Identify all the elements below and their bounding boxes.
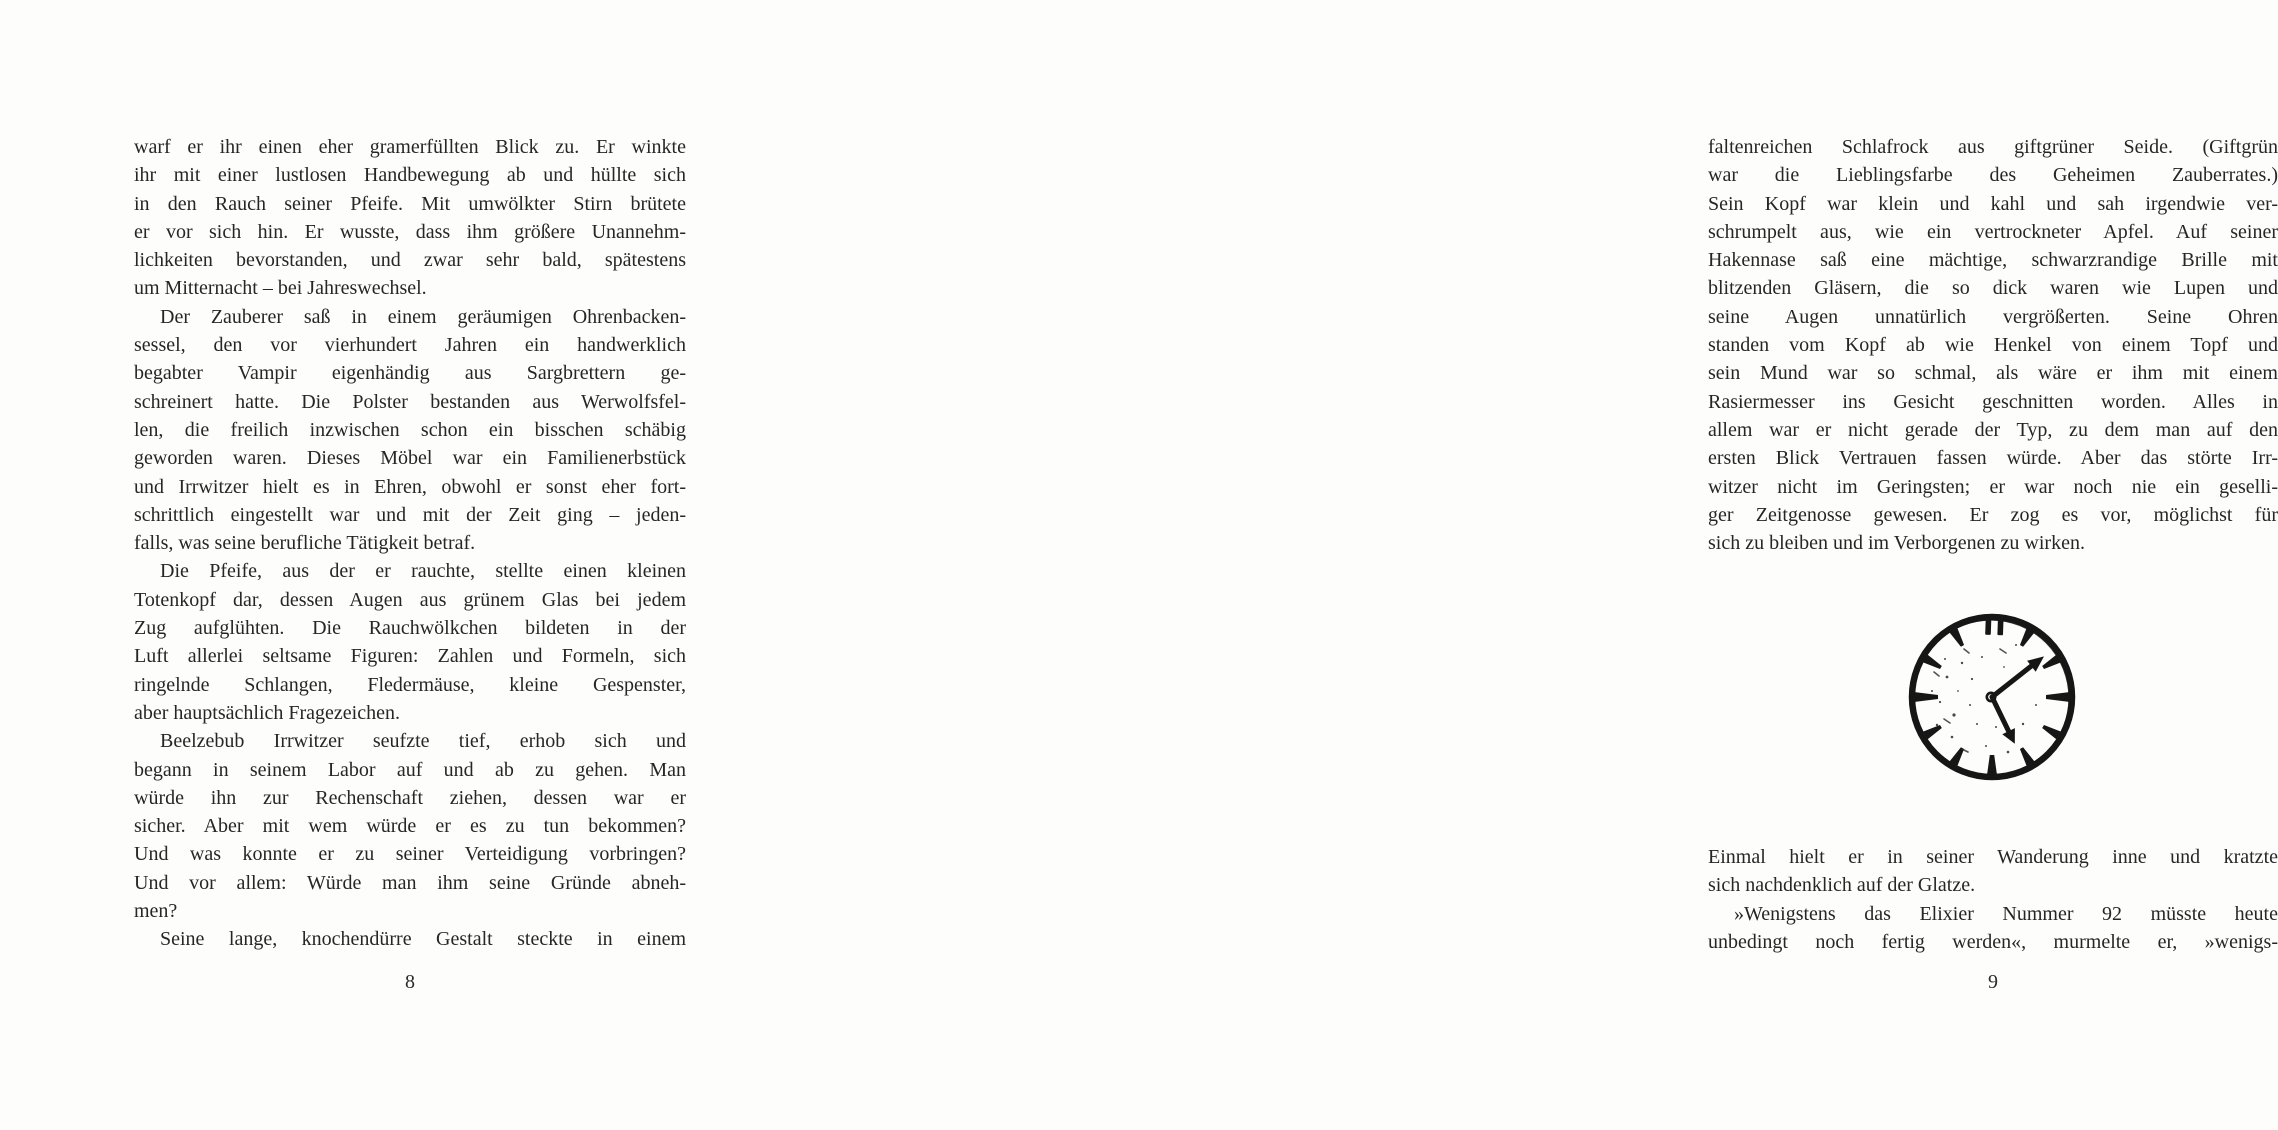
text-line: schrumpelt aus, wie ein vertrockneter Apfel. Auf seiner <box>1708 220 2278 243</box>
text-line: um Mitternacht – bei Jahreswechsel. <box>134 277 427 300</box>
text-line: Zug aufglühten. Die Rauchwölkchen bildeten in der <box>134 617 686 640</box>
text-line: len, die freilich inzwischen schon ein bisschen schäbig <box>134 418 686 441</box>
text-line: aber hauptsächlich Fragezeichen. <box>134 701 400 724</box>
text-line: warf er ihr einen eher gramerfüllten Blick zu. Er winkte <box>134 136 686 158</box>
text-line: begann in seinem Labor auf und ab zu gehen. Man <box>134 758 686 781</box>
text-line: sicher. Aber mit wem würde er es zu tun bekommen? <box>134 815 686 838</box>
text-line: allem war er nicht gerade der Typ, zu dem man auf den <box>1708 418 2278 441</box>
text-line: seine Augen unnatürlich vergrößerten. Seine Ohren <box>1708 305 2278 328</box>
text-line: war die Lieblingsfarbe des Geheimen Zauberrates.) <box>1708 164 2278 187</box>
page-left-text <box>134 133 686 954</box>
clock-illustration <box>1891 596 2093 798</box>
text-line: ger Zeitgenosse gewesen. Er zog es vor, möglichst für <box>1708 503 2278 526</box>
text-line: Einmal hielt er in seiner Wanderung inne und kratzte <box>1708 846 2278 868</box>
text-line: standen vom Kopf ab wie Henkel von einem Topf und <box>1708 334 2278 357</box>
text-line: lichkeiten bevorstanden, und zwar sehr bald, spätestens <box>134 249 686 272</box>
text-line: faltenreichen Schlafrock aus giftgrüner Seide. (Giftgrün <box>1708 136 2278 158</box>
text-line: Luft allerlei seltsame Figuren: Zahlen und Formeln, sich <box>134 645 686 668</box>
page-right-text-bottom <box>1708 843 2278 956</box>
text-line: Rasiermesser ins Gesicht geschnitten worden. Alles in <box>1708 390 2278 413</box>
text-line: würde ihn zur Rechenschaft ziehen, dessen war er <box>134 786 686 809</box>
text-line: geworden waren. Dieses Möbel war ein Familienerbstück <box>134 447 686 470</box>
clock-icon <box>1891 596 2093 798</box>
text-line: sessel, den vor vierhundert Jahren ein handwerklich <box>134 334 686 357</box>
text-line: Beelzebub Irrwitzer seufzte tief, erhob sich und <box>160 730 686 753</box>
text-line: Und vor allem: Würde man ihm seine Gründe abneh- <box>134 871 686 894</box>
clock-speckles <box>1931 644 2037 753</box>
text-line: und Irrwitzer hielt es in Ehren, obwohl er sonst eher fort- <box>134 475 686 498</box>
text-line: falls, was seine berufliche Tätigkeit betraf. <box>134 532 476 555</box>
text-line: ersten Blick Vertrauen fassen würde. Aber das störte Irr- <box>1708 447 2278 470</box>
text-line: ihr mit einer lustlosen Handbewegung ab und hüllte sich <box>134 164 686 187</box>
text-line: Die Pfeife, aus der er rauchte, stellte einen kleinen <box>160 560 686 583</box>
text-line: Totenkopf dar, dessen Augen aus grünem Glas bei jedem <box>134 588 686 611</box>
text-line: unbedingt noch fertig werden«, murmelte er, »wenigs- <box>1708 930 2278 953</box>
page-right-text-top <box>1708 133 2278 557</box>
text-line: Seine lange, knochendürre Gestalt steckte in einem <box>160 928 686 951</box>
text-line: Hakennase saß eine mächtige, schwarzrandige Brille mit <box>1708 249 2278 272</box>
page-number-right: 9 <box>1988 971 1998 993</box>
text-line: »Wenigstens das Elixier Nummer 92 müsste heute <box>1734 902 2278 925</box>
text-line: Sein Kopf war klein und kahl und sah irgendwie ver- <box>1708 192 2278 215</box>
page-number-left: 8 <box>405 971 415 993</box>
text-line: sich zu bleiben und im Verborgenen zu wirken. <box>1708 532 2085 555</box>
text-line: ringelnde Schlangen, Fledermäuse, kleine Gespenster, <box>134 673 686 696</box>
text-line: Und was konnte er zu seiner Verteidigung vorbringen? <box>134 843 686 866</box>
text-line: sein Mund war so schmal, als wäre er ihm mit einem <box>1708 362 2278 385</box>
text-line: in den Rauch seiner Pfeife. Mit umwölkter Stirn brütete <box>134 192 686 215</box>
page-left <box>0 0 800 1130</box>
text-line: schreinert hatte. Die Polster bestanden aus Werwolfsfel- <box>134 390 686 413</box>
text-line: sich nachdenklich auf der Glatze. <box>1708 874 1976 897</box>
text-line: men? <box>134 900 178 923</box>
text-line: Der Zauberer saß in einem geräumigen Ohrenbacken- <box>160 305 686 328</box>
text-line: er vor sich hin. Er wusste, dass ihm größere Unannehm- <box>134 220 686 243</box>
text-line: begabter Vampir eigenhändig aus Sargbrettern ge- <box>134 362 686 385</box>
text-line: witzer nicht im Geringsten; er war noch nie ein geselli- <box>1708 475 2278 498</box>
page-right <box>800 0 2278 1130</box>
text-line: schrittlich eingestellt war und mit der Zeit ging – jeden- <box>134 503 686 526</box>
clock-hands <box>1987 656 2044 743</box>
text-line: blitzenden Gläsern, die so dick waren wie Lupen und <box>1708 277 2278 300</box>
